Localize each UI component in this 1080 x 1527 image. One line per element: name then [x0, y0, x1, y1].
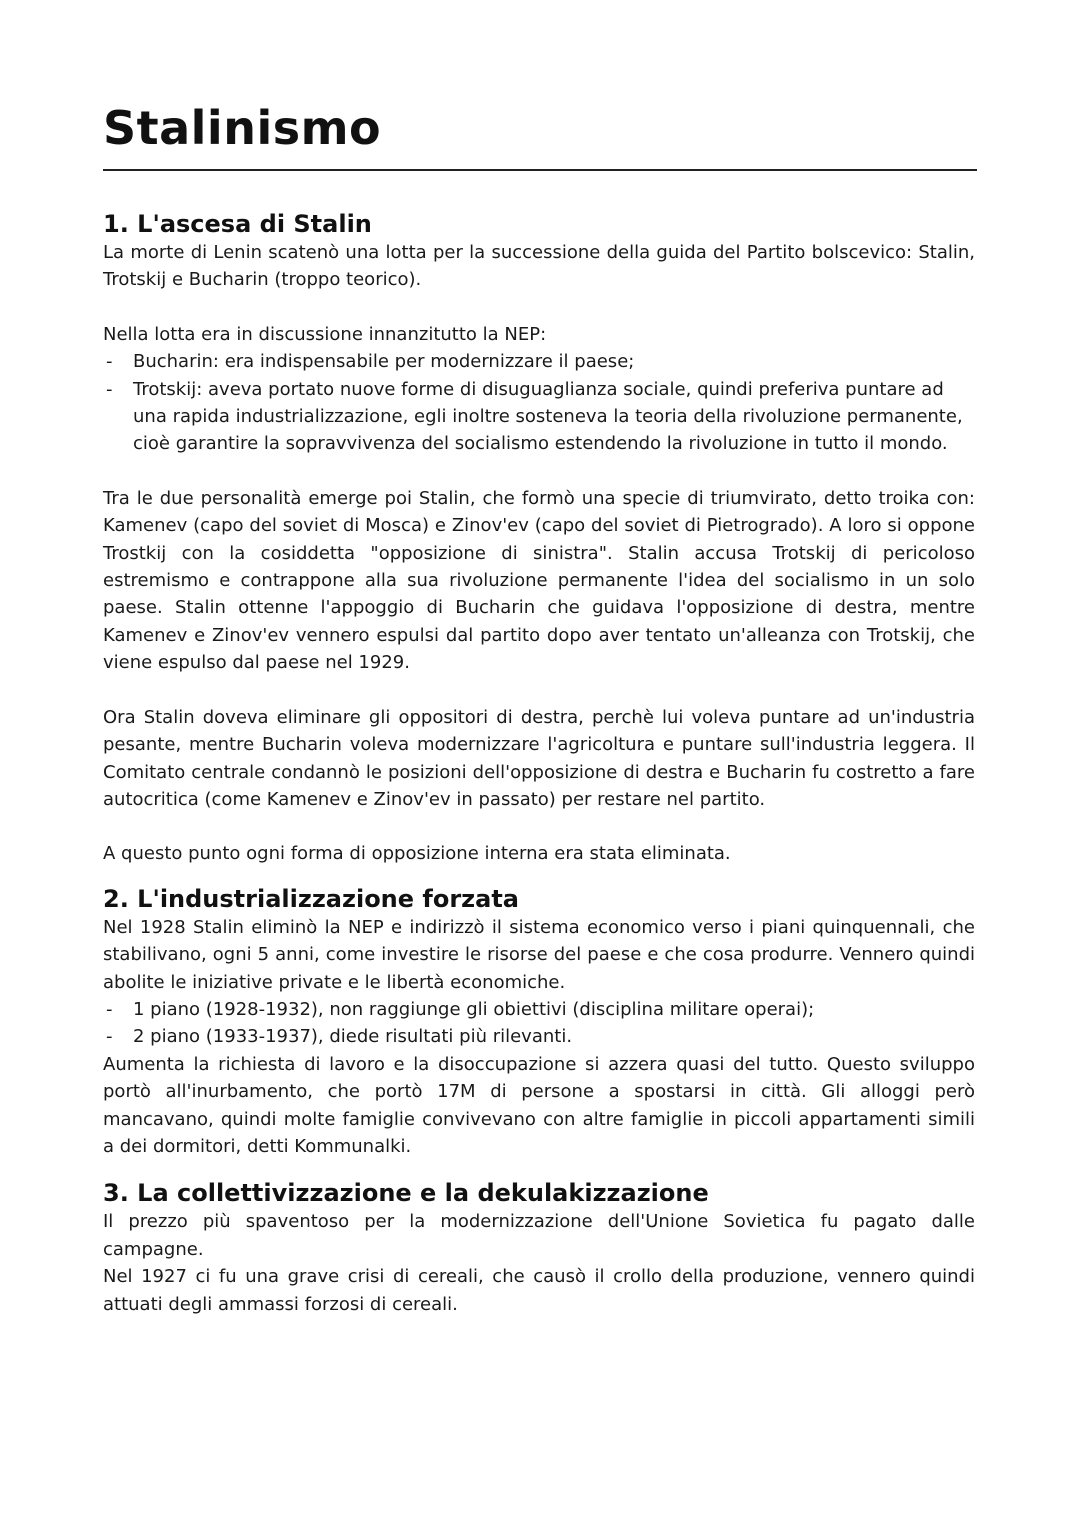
paragraph: Nella lotta era in discussione innanzitutto la NEP: [103, 323, 547, 345]
paragraph: Aumenta la richiesta di lavoro e la disoccupazione si azzera quasi del tutto. Questo sviluppo portò all'inurbamento, che portò 17M di persone a spostarsi in città. Gli alloggi però mancavano, quindi molte famiglie convivevano con altre famiglie in piccoli appartamenti simili a dei dormitori, detti Kommunalki. [103, 1053, 975, 1157]
paragraph: Tra le due personalità emerge poi Stalin, che formò una specie di triumvirato, detto troika con: Kamenev (capo del soviet di Mosca) e Zinov'ev (capo del soviet di Pietrogrado). A loro si oppone Trostkij con la cosiddetta "opposizione di sinistra". Stalin accusa Trotskij di pericoloso estremismo e contrappone alla sua rivoluzione permanente l'idea del socialismo in un solo paese. Stalin ottenne l'appoggio di Bucharin che guidava l'opposizione di destra, mentre Kamenev e Zinov'ev vennero espulsi dal partito dopo aver tentato un'alleanza con Trotskij, che viene espulso dal paese nel 1929. [103, 487, 975, 674]
paragraph: La morte di Lenin scatenò una lotta per la successione della guida del Partito bolscevico: Stalin, Trotskij e Bucharin (troppo teorico). [103, 242, 975, 291]
list-item: - 2 piano (1933-1937), diede risultati più rilevanti. [103, 1023, 975, 1050]
section-heading-industrializzazione: 2. L'industrializzazione forzata [103, 884, 519, 913]
paragraph: Nel 1928 Stalin eliminò la NEP e indirizzò il sistema economico verso i piani quinquennali, che stabilivano, ogni 5 anni, come investire le risorse del paese e che cosa produrre. Vennero quindi abolite le iniziative private e le libertà economiche. [103, 916, 975, 993]
bullet-list [103, 996, 975, 1051]
paragraph: A questo punto ogni forma di opposizione interna era stata eliminata. [103, 843, 731, 865]
list-item: - Trotskij: aveva portato nuove forme di disuguaglianza sociale, quindi preferiva puntare ad una rapida industrializzazione, egli inoltre sosteneva la teoria della rivoluzione permanente, cioè garantire la sopravvivenza del socialismo estendendo la rivoluzione in tutto il mondo. [103, 376, 975, 458]
bullet-list [103, 348, 975, 458]
paragraph: Nel 1927 ci fu una grave crisi di cereali, che causò il crollo della produzione, vennero quindi attuati degli ammassi forzosi di cereali. [103, 1266, 975, 1315]
list-item: - Bucharin: era indispensabile per modernizzare il paese; [103, 348, 975, 375]
page-title: Stalinismo [103, 101, 382, 155]
paragraph: Ora Stalin doveva eliminare gli oppositori di destra, perchè lui voleva puntare ad un'industria pesante, mentre Bucharin voleva modernizzare l'agricoltura e puntare sull'industria leggera. Il Comitato centrale condannò le posizioni dell'opposizione di destra e Bucharin fu costretto a fare autocritica (come Kamenev e Zinov'ev in passato) per restare nel partito. [103, 706, 975, 810]
paragraph: Il prezzo più spaventoso per la modernizzazione dell'Unione Sovietica fu pagato dalle campagne. [103, 1211, 975, 1260]
section-heading-collettivizzazione: 3. La collettivizzazione e la dekulakizzazione [103, 1179, 709, 1208]
list-item: - 1 piano (1928-1932), non raggiunge gli obiettivi (disciplina militare operai); [103, 996, 975, 1023]
document-page [103, 100, 975, 1318]
section-heading-ascesa: 1. L'ascesa di Stalin [103, 210, 372, 238]
title-divider [103, 169, 977, 171]
